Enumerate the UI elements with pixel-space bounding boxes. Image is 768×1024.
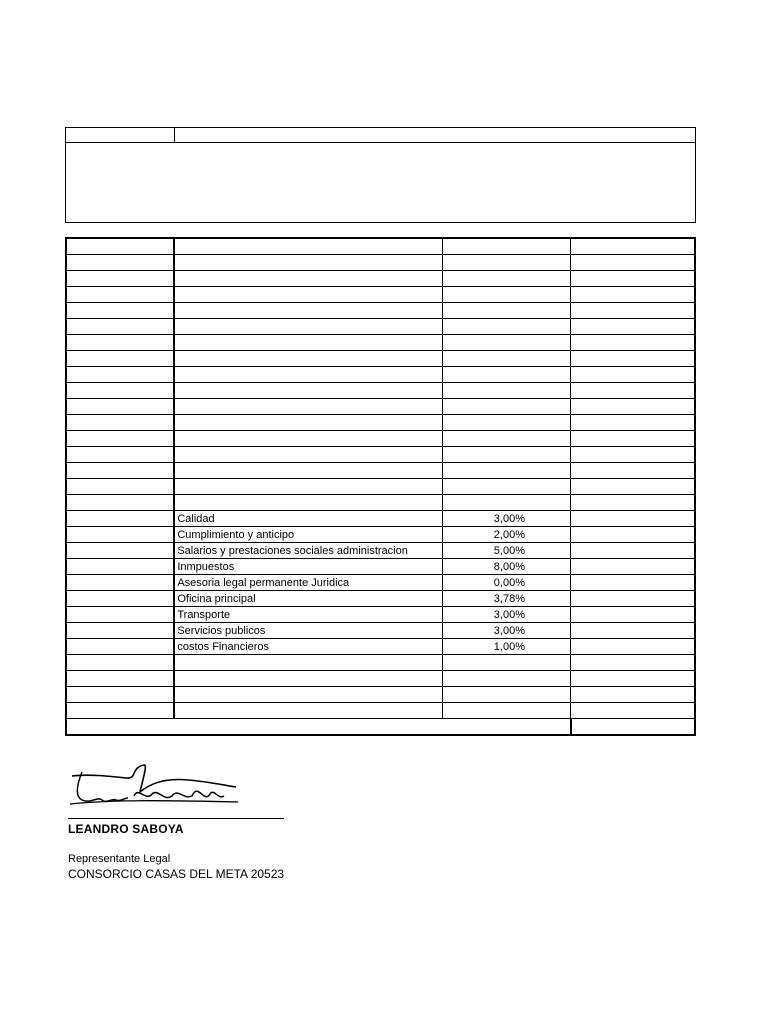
table-cell [571, 591, 695, 607]
cost-item-label: Oficina principal [174, 591, 442, 607]
table-cell [174, 351, 442, 367]
table-cell [66, 479, 174, 495]
table-cell [571, 271, 695, 287]
table-cell [571, 383, 695, 399]
table-cell [442, 287, 570, 303]
table-cell [442, 463, 570, 479]
table-row [66, 255, 695, 271]
cost-item-row [66, 527, 695, 543]
table-cell [66, 367, 174, 383]
table-row [66, 415, 695, 431]
cost-item-label: Transporte [174, 607, 442, 623]
table-cell [571, 399, 695, 415]
table-cell [571, 527, 695, 543]
table-row [66, 399, 695, 415]
table-cell [571, 495, 695, 511]
table-cell [174, 399, 442, 415]
table-cell [571, 543, 695, 559]
table-cell [66, 351, 174, 367]
cost-item-percent: 2,00% [442, 527, 570, 543]
table-cell [571, 687, 695, 703]
table-cell [571, 255, 695, 271]
table-cell [571, 319, 695, 335]
signer-company: CONSORCIO CASAS DEL META 20523 [68, 867, 285, 881]
table-cell [571, 431, 695, 447]
cost-table [65, 237, 696, 736]
cost-item-percent: 3,00% [442, 511, 570, 527]
header-table [65, 127, 696, 223]
table-cell [571, 415, 695, 431]
table-cell [442, 303, 570, 319]
table-cell [66, 671, 174, 687]
table-cell [174, 495, 442, 511]
table-cell [174, 415, 442, 431]
table-cell [66, 383, 174, 399]
header-cell [175, 128, 696, 143]
table-cell [571, 639, 695, 655]
table-row [66, 687, 695, 703]
table-cell [174, 367, 442, 383]
table-cell [571, 703, 695, 719]
table-cell [442, 447, 570, 463]
table-cell [442, 351, 570, 367]
table-cell [442, 687, 570, 703]
table-cell [571, 559, 695, 575]
table-row [66, 495, 695, 511]
header-description-row [66, 143, 696, 223]
table-row [66, 271, 695, 287]
table-cell [571, 238, 695, 255]
total-value-cell [571, 719, 695, 736]
table-cell [442, 655, 570, 671]
table-cell [571, 511, 695, 527]
signer-name: LEANDRO SABOYA [68, 822, 184, 836]
table-cell [174, 303, 442, 319]
table-cell [174, 655, 442, 671]
cost-item-row [66, 559, 695, 575]
table-cell [174, 463, 442, 479]
table-cell [174, 703, 442, 719]
table-cell [66, 303, 174, 319]
table-cell [174, 255, 442, 271]
table-cell [571, 447, 695, 463]
table-cell [174, 271, 442, 287]
table-cell [442, 383, 570, 399]
table-cell [66, 415, 174, 431]
table-cell [442, 479, 570, 495]
cost-item-label: Salarios y prestaciones sociales administracion [174, 543, 442, 559]
cost-item-label: Cumplimiento y anticipo [174, 527, 442, 543]
cost-item-row [66, 639, 695, 655]
table-row [66, 367, 695, 383]
table-cell [66, 575, 174, 591]
table-cell [442, 399, 570, 415]
table-cell [571, 463, 695, 479]
table-cell [174, 383, 442, 399]
table-cell [66, 463, 174, 479]
cost-item-label: Asesoria legal permanente Juridica [174, 575, 442, 591]
cost-item-row [66, 543, 695, 559]
table-cell [66, 511, 174, 527]
header-cell [66, 128, 175, 143]
table-cell [442, 703, 570, 719]
cost-item-row [66, 575, 695, 591]
table-cell [66, 319, 174, 335]
table-cell [66, 238, 174, 255]
cost-item-label: costos Financieros [174, 639, 442, 655]
signature-line [68, 818, 284, 819]
table-cell [174, 431, 442, 447]
table-row [66, 655, 695, 671]
table-cell [174, 671, 442, 687]
table-cell [571, 335, 695, 351]
table-cell [571, 303, 695, 319]
table-cell [66, 703, 174, 719]
table-cell [442, 495, 570, 511]
table-cell [571, 351, 695, 367]
table-cell [442, 671, 570, 687]
table-row [66, 351, 695, 367]
cost-item-percent: 5,00% [442, 543, 570, 559]
table-row [66, 447, 695, 463]
table-row [66, 703, 695, 719]
table-cell [66, 527, 174, 543]
cost-item-label: Calidad [174, 511, 442, 527]
table-cell [66, 639, 174, 655]
table-cell [571, 367, 695, 383]
cost-item-row [66, 607, 695, 623]
header-description-cell [66, 143, 696, 223]
table-row [66, 303, 695, 319]
total-row [66, 719, 695, 736]
table-cell [66, 607, 174, 623]
table-cell [442, 367, 570, 383]
cost-item-percent: 8,00% [442, 559, 570, 575]
table-cell [571, 575, 695, 591]
table-row [66, 238, 695, 255]
table-cell [66, 591, 174, 607]
table-cell [66, 559, 174, 575]
table-cell [174, 479, 442, 495]
table-row [66, 287, 695, 303]
header-row [66, 128, 696, 143]
table-cell [571, 479, 695, 495]
table-row [66, 479, 695, 495]
total-label-cell [66, 719, 571, 736]
table-cell [174, 238, 442, 255]
cost-item-percent: 1,00% [442, 639, 570, 655]
table-cell [442, 431, 570, 447]
signature-image [68, 762, 243, 812]
cost-item-row [66, 511, 695, 527]
table-row [66, 335, 695, 351]
table-cell [174, 335, 442, 351]
cost-item-row [66, 623, 695, 639]
table-cell [66, 399, 174, 415]
table-cell [571, 655, 695, 671]
table-cell [66, 335, 174, 351]
table-row [66, 431, 695, 447]
table-cell [442, 255, 570, 271]
table-row [66, 383, 695, 399]
table-cell [571, 607, 695, 623]
table-row [66, 319, 695, 335]
table-cell [442, 415, 570, 431]
cost-item-percent: 0,00% [442, 575, 570, 591]
table-cell [174, 287, 442, 303]
table-cell [442, 335, 570, 351]
table-cell [174, 319, 442, 335]
table-cell [66, 255, 174, 271]
signer-role: Representante Legal [68, 853, 171, 865]
table-cell [571, 671, 695, 687]
table-cell [66, 687, 174, 703]
cost-item-label: Servicios publicos [174, 623, 442, 639]
table-cell [571, 623, 695, 639]
cost-item-percent: 3,78% [442, 591, 570, 607]
table-cell [66, 287, 174, 303]
cost-item-row [66, 591, 695, 607]
table-cell [66, 495, 174, 511]
table-row [66, 463, 695, 479]
table-cell [442, 238, 570, 255]
cost-table-body [66, 238, 695, 735]
table-cell [66, 543, 174, 559]
table-cell [174, 447, 442, 463]
table-cell [174, 687, 442, 703]
table-row [66, 671, 695, 687]
cost-item-percent: 3,00% [442, 607, 570, 623]
table-cell [571, 287, 695, 303]
cost-item-label: Inmpuestos [174, 559, 442, 575]
table-cell [66, 447, 174, 463]
table-cell [66, 623, 174, 639]
table-cell [66, 431, 174, 447]
cost-item-percent: 3,00% [442, 623, 570, 639]
table-cell [442, 271, 570, 287]
table-cell [66, 271, 174, 287]
table-cell [442, 319, 570, 335]
table-cell [66, 655, 174, 671]
